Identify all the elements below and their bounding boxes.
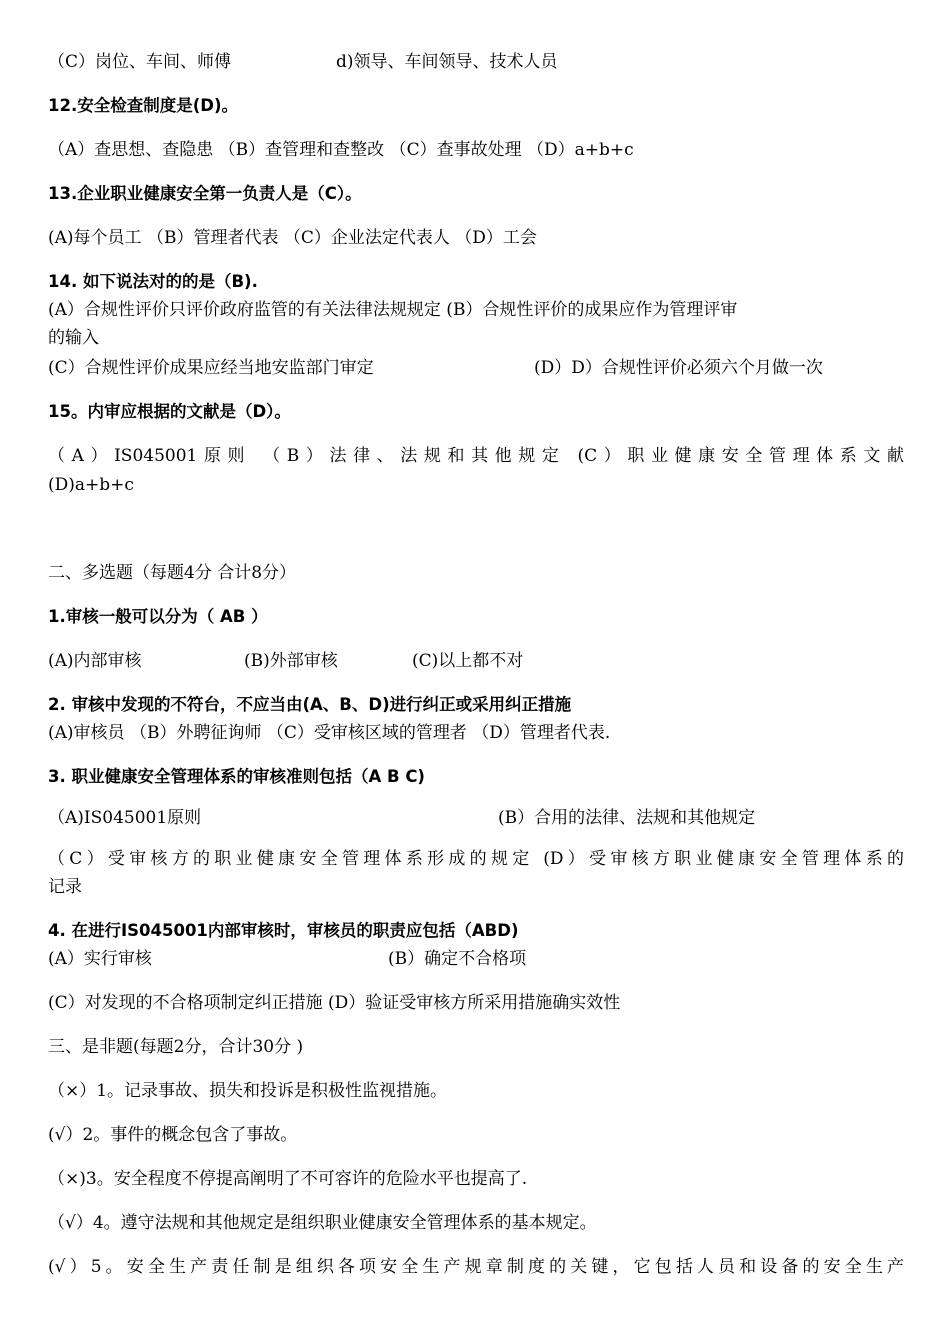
s2-q1-options (48, 650, 904, 672)
s3-item-5: (√）5。安全生产责任制是组织各项安全生产规章制度的关键，它包括人员和设备的安全生产 (48, 1257, 904, 1277)
s2-q1-option-c: (C)以上都不对 (412, 651, 524, 671)
section2-title: 二、多选题（每题4分 合计8分） (48, 563, 297, 583)
q14-options-cd (48, 357, 904, 379)
s2-q3-question: 3. 职业健康安全管理体系的审核准则包括（A B C) (48, 767, 425, 786)
s2-q2-options: (A)审核员 （B）外聘征询师 （C）受审核区域的管理者 （D）管理者代表. (48, 723, 611, 743)
s3-item-3: （×)3。安全程度不停提高阐明了不可容许的危险水平也提高了. (48, 1169, 528, 1189)
s2-q4-question: 4. 在进行IS045001内部审核时，审核员的职责应包括（ABD) (48, 921, 519, 940)
s2-q3-option-b: (B）合用的法律、法规和其他规定 (498, 808, 756, 828)
q11-options (48, 51, 904, 73)
s3-item-2: (√）2。事件的概念包含了事故。 (48, 1125, 298, 1145)
q15-options-line1: （A）IS045001原则 （B）法律、法规和其他规定 (C）职业健康安全管理体系文献 (48, 446, 904, 466)
q11-option-c: （C）岗位、车间、师傅 (48, 52, 232, 72)
section3-title: 三、是非题(每题2分，合计30分 ) (48, 1037, 304, 1057)
s2-q3-options-ab (48, 807, 904, 829)
q13-question: 13.企业职业健康安全第一负责人是（C）。 (48, 184, 362, 203)
q14-question: 14. 如下说法对的的是（B). (48, 272, 258, 291)
s2-q3-option-a: （A)IS045001原则 (48, 808, 202, 828)
q15-options-line2: (D)a+b+c (48, 475, 134, 495)
s2-q3-options-cd2: 记录 (48, 877, 82, 897)
q12-options: （A）查思想、查隐患 （B）查管理和查整改 （C）查事故处理 （D）a+b+c (48, 140, 634, 160)
q14-option-c: (C）合规性评价成果应经当地安监部门审定 (48, 358, 374, 378)
q14-option-d: (D）D）合规性评价必须六个月做一次 (534, 358, 823, 378)
q14-options-line1: (A）合规性评价只评价政府监管的有关法律法规规定 (B）合规性评价的成果应作为管理评审 (48, 300, 738, 320)
s2-q4-options-cd: (C）对发现的不合格项制定纠正措施 (D）验证受审核方所采用措施确实效性 (48, 993, 621, 1013)
q11-option-d: d)领导、车间领导、技术人员 (336, 52, 558, 72)
s2-q1-question: 1.审核一般可以分为（ AB ） (48, 607, 268, 626)
s2-q3-options-cd: （C）受审核方的职业健康安全管理体系形成的规定 (D）受审核方职业健康安全管理体系的 (48, 849, 904, 869)
s3-item-4: （√）4。遵守法规和其他规定是组织职业健康安全管理体系的基本规定。 (48, 1213, 597, 1233)
s2-q4-option-a: (A）实行审核 (48, 949, 152, 969)
s2-q1-option-b: (B)外部审核 (244, 651, 338, 671)
q13-options: (A)每个员工 （B）管理者代表 （C）企业法定代表人 （D）工会 (48, 228, 537, 248)
q15-question: 15。内审应根据的文献是（D）。 (48, 402, 291, 421)
s2-q4-options-ab (48, 948, 904, 970)
s2-q1-option-a: (A)内部审核 (48, 651, 142, 671)
s2-q2-question: 2. 审核中发现的不符台，不应当由(A、B、D)进行纠正或采用纠正措施 (48, 695, 572, 714)
s2-q4-option-b: (B）确定不合格项 (388, 949, 527, 969)
s3-item-1: （×）1。记录事故、损失和投诉是积极性监视措施。 (48, 1081, 448, 1101)
q12-question: 12.安全检查制度是(D)。 (48, 96, 239, 115)
q14-options-line2: 的输入 (48, 328, 99, 348)
